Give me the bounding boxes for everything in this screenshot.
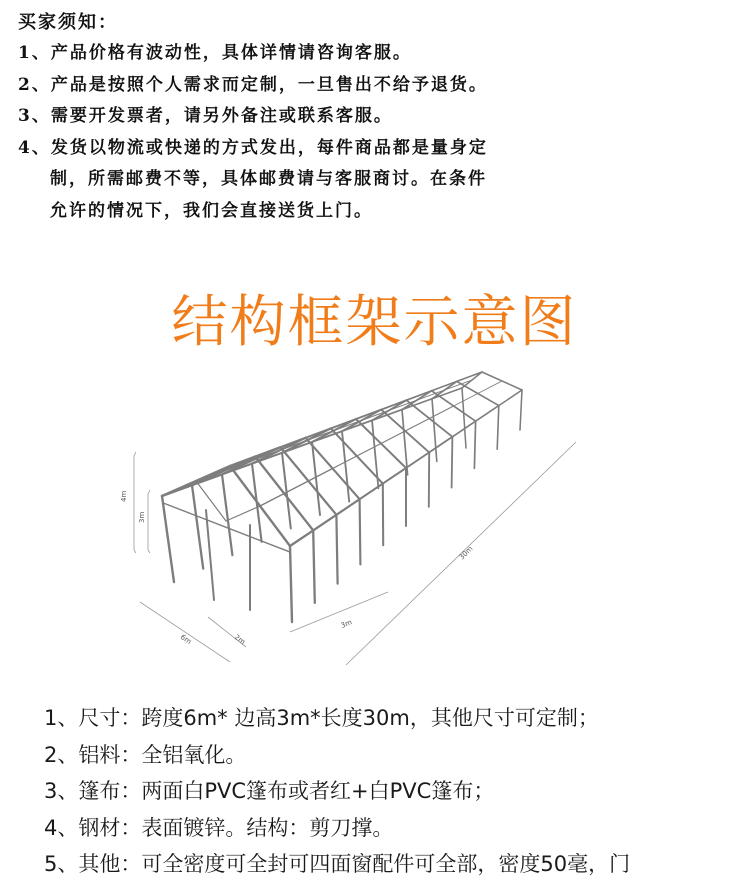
notice-item-1 — [18, 38, 738, 70]
frame-purlin-mid — [381, 431, 405, 444]
frame-post-right — [336, 515, 337, 584]
frame-purlin-right-eave — [406, 452, 429, 468]
spec-item-canopy: 3、篷布：两面白PVC篷布或者红+白PVC篷布； — [44, 776, 744, 813]
frame-purlin-right-eave — [290, 530, 313, 546]
dim-bay-small-label: 2m — [233, 633, 247, 646]
notice-item-text-continued: 允许的情况下，我们会直接送货上门。 — [18, 196, 738, 228]
spec-list — [44, 703, 744, 886]
dim-height-side-line — [148, 490, 150, 553]
frame-post-right — [290, 546, 292, 622]
frame-purlin-mid — [357, 444, 381, 457]
notice-item-number: 2、 — [18, 75, 51, 95]
frame-post-right — [313, 530, 315, 602]
frame-purlin-mid — [260, 494, 284, 507]
spec-item-other: 5、其他：可全密度可全封可四面窗配件可全部，密度50毫，门 — [44, 849, 744, 886]
spec-item-aluminum: 2、铝料：全铝氧化。 — [44, 740, 744, 777]
frame-purlin-mid — [478, 381, 502, 394]
notice-title: 买家须知： — [18, 8, 738, 38]
notice-item-number: 4、 — [18, 138, 51, 158]
frame-post-left — [342, 431, 349, 501]
frame-post-left — [162, 496, 174, 582]
dim-bay-label: 3m — [340, 618, 354, 630]
frame-post-right — [360, 499, 361, 564]
notice-item-text: 需要开发票者，请另外备注或联系客服。 — [51, 106, 393, 126]
dim-height-side-label: 3m — [138, 512, 146, 523]
frame-purlin-right-eave — [499, 390, 522, 406]
frame-purlin-right-eave — [360, 484, 383, 500]
notice-item-3 — [18, 101, 738, 133]
notice-item-number: 1、 — [18, 43, 51, 63]
tent-frame — [162, 372, 522, 622]
dim-height-total-line — [134, 452, 136, 553]
frame-purlin-mid — [405, 419, 429, 432]
frame-post-left — [462, 388, 466, 448]
dim-length-label: 30m — [458, 545, 475, 562]
frame-post-left — [192, 485, 203, 568]
frame-purlin-mid — [454, 394, 478, 407]
frame-post-left — [222, 474, 232, 555]
frame-purlin-ridge — [457, 372, 482, 381]
notice-item-text-continued: 制，所需邮费不等，具体邮费请与客服商讨。在条件 — [18, 164, 738, 196]
frame-purlin-right-eave — [313, 515, 336, 531]
frame-purlin-mid — [284, 481, 308, 494]
dim-height-total-label: 4m — [120, 491, 128, 502]
notice-item-number: 3、 — [18, 106, 51, 126]
tent-frame-diagram — [110, 360, 630, 680]
spec-item-steel: 4、钢材：表面镀锌。结构：剪刀撑。 — [44, 813, 744, 850]
dim-bay-line — [290, 592, 388, 632]
frame-post-right — [474, 421, 475, 468]
dim-width-line — [140, 602, 230, 662]
notice-item-2 — [18, 70, 738, 102]
frame-purlin-right-eave — [383, 468, 406, 484]
frame-gable-brace — [196, 481, 226, 521]
frame-gable-brace — [226, 506, 260, 521]
notice-item-4 — [18, 133, 738, 228]
frame-purlin-right-eave — [429, 437, 452, 453]
frame-gable-post — [206, 510, 214, 600]
frame-post-left — [372, 420, 378, 488]
spec-item-size: 1、尺寸：跨度6m* 边高3m*长度30m，其他尺寸可定制； — [44, 703, 744, 740]
notice-item-text: 发货以物流或快递的方式发出，每件商品都是量身定 — [51, 138, 488, 158]
notice-item-text: 产品价格有波动性，具体详情请咨询客服。 — [51, 43, 412, 63]
frame-purlin-right-eave — [336, 499, 359, 515]
frame-post-left — [252, 464, 262, 542]
frame-purlin-right-eave — [476, 406, 499, 422]
frame-post-left — [432, 399, 437, 462]
frame-post-right — [452, 437, 453, 488]
dim-width-label: 6m — [179, 633, 193, 646]
notice-item-text: 产品是按照个人需求而定制，一旦售出不给予退货。 — [51, 75, 488, 95]
section-title: 结构框架示意图 — [0, 278, 749, 358]
buyer-notice — [18, 8, 738, 227]
frame-post-right — [520, 390, 522, 430]
frame-purlin-mid — [308, 469, 332, 482]
frame-post-right — [497, 406, 499, 450]
frame-purlin-left-eave — [162, 485, 192, 496]
